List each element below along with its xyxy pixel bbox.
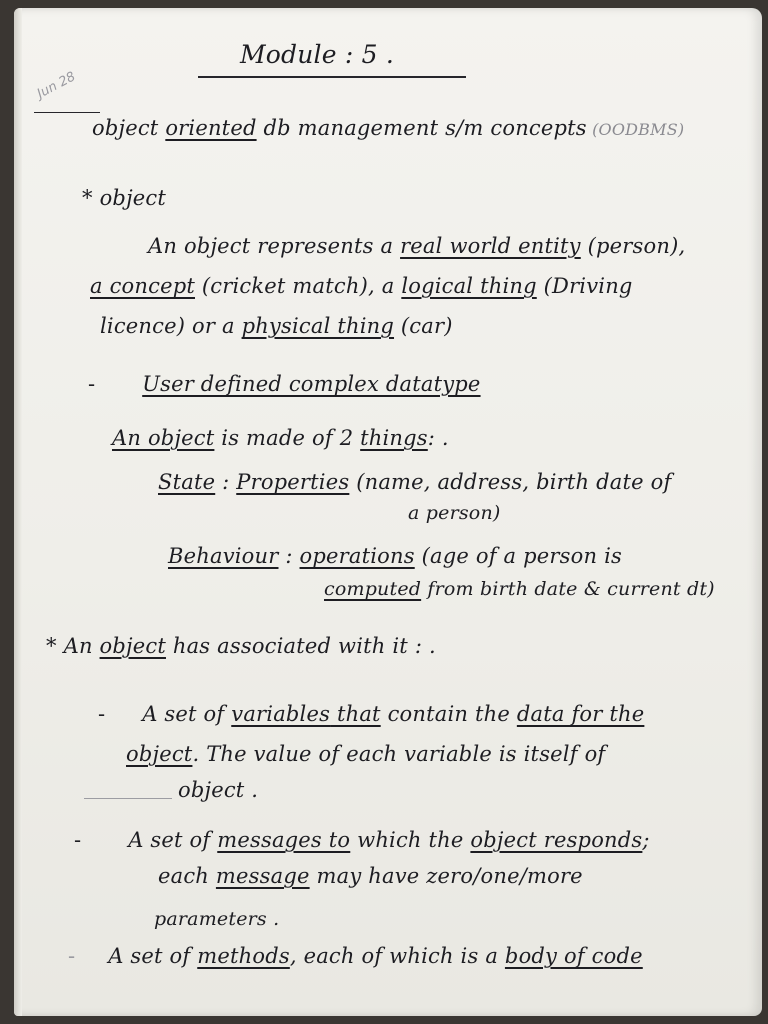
text-car: (car) xyxy=(394,314,453,338)
text-messages-to: messages to xyxy=(217,828,351,852)
text-variables: variables xyxy=(231,702,331,726)
text-has-associated: has associated with it : . xyxy=(165,634,436,658)
line-behaviour xyxy=(168,544,622,568)
text-a-set-of-2: A set of xyxy=(128,828,218,852)
text-an-object: An object xyxy=(112,426,215,450)
line-messages xyxy=(74,828,650,852)
text-data-for-the: data for the xyxy=(516,702,645,726)
text-object-responds: object responds xyxy=(470,828,643,852)
line-each-message xyxy=(158,864,583,888)
text-age-of-person: (age of a person is xyxy=(414,544,622,568)
text-licence-or: licence) or a xyxy=(100,314,242,338)
line-user-defined xyxy=(88,372,481,396)
text-separator-2: : xyxy=(278,544,300,568)
text-driving: (Driving xyxy=(536,274,633,298)
text-oriented: oriented xyxy=(165,116,257,140)
text-db-management: db management s/m concepts xyxy=(256,116,587,140)
text-message: message xyxy=(215,864,310,888)
text-each: each xyxy=(158,864,216,888)
text-logical-thing: logical thing xyxy=(401,274,537,298)
text-object-3: object xyxy=(126,742,193,766)
page-binding-edge xyxy=(14,8,22,1016)
notebook-page xyxy=(14,8,762,1016)
line-parameters: parameters . xyxy=(154,908,280,930)
text-which-the: which the xyxy=(350,828,471,852)
text-behaviour: Behaviour xyxy=(168,544,279,568)
page-heading: Module : 5 . xyxy=(240,40,395,69)
dash-bullet-4: - xyxy=(68,944,76,968)
text-separator: : xyxy=(215,470,237,494)
text-methods: methods xyxy=(197,944,290,968)
heading-underline xyxy=(198,76,466,78)
text-object-represents: An object represents a xyxy=(148,234,401,258)
line-associated xyxy=(46,634,436,658)
asterisk-bullet-2: * xyxy=(46,634,57,658)
margin-rule xyxy=(34,112,100,113)
text-body-of-code: body of code xyxy=(504,944,643,968)
dash-bullet: - xyxy=(88,372,96,396)
text-may-have: may have zero/one/more xyxy=(309,864,583,888)
section-title-line xyxy=(92,116,684,140)
text-a-concept: a concept xyxy=(90,274,195,298)
text-cricket-match: (cricket match), a xyxy=(195,274,402,298)
line-object-represents xyxy=(148,234,685,258)
text-properties: Properties xyxy=(236,470,350,494)
text-value-of-each: . The value of each variable is itself of xyxy=(192,742,606,766)
line-object-value xyxy=(126,742,605,766)
line-licence xyxy=(100,314,453,338)
text-is-made-of: is made of 2 xyxy=(214,426,361,450)
bullet-object-heading xyxy=(82,186,166,210)
line-concept xyxy=(90,274,633,298)
text-a-set-of-3: A set of xyxy=(108,944,198,968)
text-from-birth-date: from birth date & current dt) xyxy=(421,578,715,600)
margin-date-note: Jun 28 xyxy=(34,69,79,102)
text-real-world-entity: real world entity xyxy=(400,234,581,258)
text-user-defined-datatype: User defined complex datatype xyxy=(142,372,481,396)
dash-bullet-3: - xyxy=(74,828,82,852)
text-contain-the: contain the xyxy=(380,702,517,726)
text-each-of-which: , each of which is a xyxy=(289,944,505,968)
text-that: that xyxy=(330,702,381,726)
text-operations: operations xyxy=(299,544,415,568)
line-made-of-things xyxy=(112,426,449,450)
text-state: State xyxy=(158,470,216,494)
text-things: things xyxy=(360,426,428,450)
text-a-set-of: A set of xyxy=(142,702,232,726)
asterisk-bullet: * xyxy=(82,186,93,210)
line-variables xyxy=(98,702,644,726)
line-a-person: a person) xyxy=(408,502,501,524)
text-object-heading: object xyxy=(92,186,167,210)
line-methods xyxy=(68,944,643,968)
line-computed xyxy=(324,578,715,600)
text-an: An xyxy=(56,634,100,658)
text-semicolon: ; xyxy=(642,828,650,852)
dash-bullet-2: - xyxy=(98,702,106,726)
text-name-address: (name, address, birth date of xyxy=(349,470,672,494)
text-person: (person), xyxy=(580,234,686,258)
text-computed: computed xyxy=(324,578,422,600)
text-physical-thing: physical thing xyxy=(241,314,395,338)
strike-rule xyxy=(84,798,172,799)
text-object-2: object xyxy=(99,634,166,658)
text-colon: : . xyxy=(427,426,449,450)
text-object: object xyxy=(92,116,159,140)
text-oodbms: (OODBMS) xyxy=(586,120,685,139)
line-object-end: object . xyxy=(178,778,259,802)
line-state xyxy=(158,470,671,494)
